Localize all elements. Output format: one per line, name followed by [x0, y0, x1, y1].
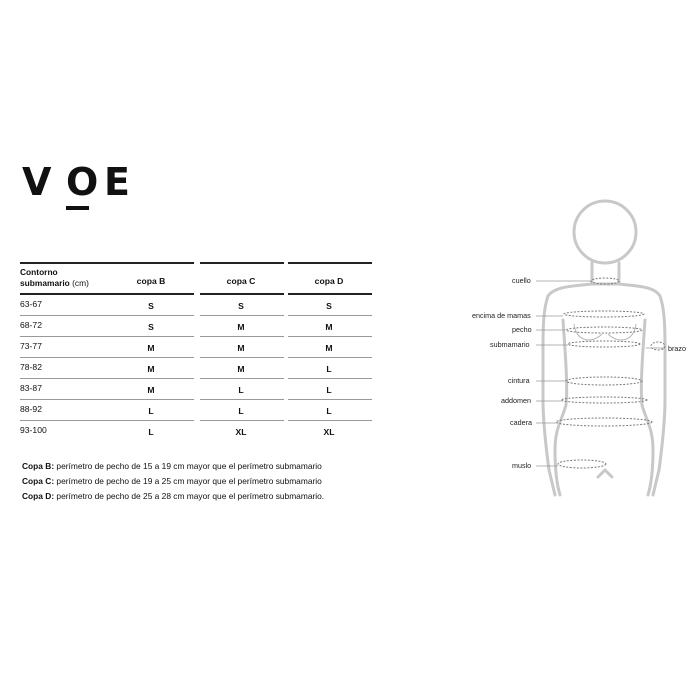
right-torso-outline — [641, 320, 653, 495]
measure-encima — [564, 311, 644, 317]
note-label: Copa B: — [22, 461, 55, 471]
cell-size: M — [237, 364, 245, 374]
cell-size: L — [326, 364, 332, 374]
cell-size: S — [148, 322, 154, 332]
cell-size: L — [326, 406, 332, 416]
measure-lines — [556, 278, 665, 468]
cell-size: M — [237, 322, 245, 332]
note-label: Copa C: — [22, 476, 55, 486]
label-cintura: cintura — [508, 376, 530, 385]
header-contorno-line2: submamario — [20, 278, 70, 288]
cell-size: L — [238, 406, 244, 416]
measure-cadera — [556, 418, 652, 426]
logo-letter-v: V — [22, 160, 52, 204]
cell-range: 88-92 — [20, 404, 42, 414]
label-cadera: cadera — [510, 418, 532, 427]
logo-letter-o: O — [66, 160, 99, 204]
cell-size: L — [148, 427, 154, 437]
measure-abdomen — [561, 397, 647, 403]
header-unit: (cm) — [72, 278, 89, 288]
cell-size: M — [325, 322, 333, 332]
label-pecho: pecho — [512, 325, 532, 334]
cell-range: 93-100 — [20, 425, 47, 435]
head-outline — [574, 201, 636, 263]
header-copa-b: copa B — [136, 276, 166, 286]
cell-size: XL — [235, 427, 247, 437]
note-label: Copa D: — [22, 491, 55, 501]
cell-size: L — [326, 385, 332, 395]
note-text: perímetro de pecho de 19 a 25 cm mayor que el perímetro submamario — [54, 476, 322, 486]
crotch-outline — [598, 470, 612, 477]
label-brazo: brazo — [668, 344, 686, 353]
label-abdomen: addomen — [501, 396, 531, 405]
logo-letter-e: E — [104, 160, 130, 204]
cell-size: L — [238, 385, 244, 395]
cell-range: 78-82 — [20, 362, 42, 372]
label-submamario: submamario — [490, 340, 530, 349]
neck-outline — [592, 263, 619, 284]
cell-size: S — [148, 301, 154, 311]
cell-range: 63-67 — [20, 299, 42, 309]
measure-brazo — [651, 342, 665, 350]
measure-muslo — [558, 460, 606, 468]
cell-size: XL — [323, 427, 335, 437]
cell-size: M — [147, 343, 155, 353]
cell-range: 83-87 — [20, 383, 42, 393]
measure-pecho — [566, 327, 642, 333]
label-cuello: cuello — [512, 276, 531, 285]
cell-size: M — [325, 343, 333, 353]
cell-size: S — [326, 301, 332, 311]
header-copa-d: copa D — [314, 276, 344, 286]
cell-range: 73-77 — [20, 341, 42, 351]
measure-submamario — [568, 341, 640, 347]
cell-size: M — [147, 385, 155, 395]
header-copa-c: copa C — [226, 276, 256, 286]
cell-size: M — [237, 343, 245, 353]
left-torso-outline — [555, 320, 567, 495]
measure-cintura — [566, 377, 642, 385]
cell-range: 68-72 — [20, 320, 42, 330]
note-text: perímetro de pecho de 25 a 28 cm mayor que el perímetro submamario. — [54, 491, 325, 501]
cell-size: L — [148, 406, 154, 416]
header-contorno-line1: Contorno — [20, 267, 58, 277]
cell-size: S — [238, 301, 244, 311]
note-text: perímetro de pecho de 15 a 19 cm mayor que el perímetro submamario — [54, 461, 322, 471]
label-encima: encima de mamas — [472, 311, 531, 320]
cell-size: M — [147, 364, 155, 374]
label-muslo: muslo — [512, 461, 532, 470]
